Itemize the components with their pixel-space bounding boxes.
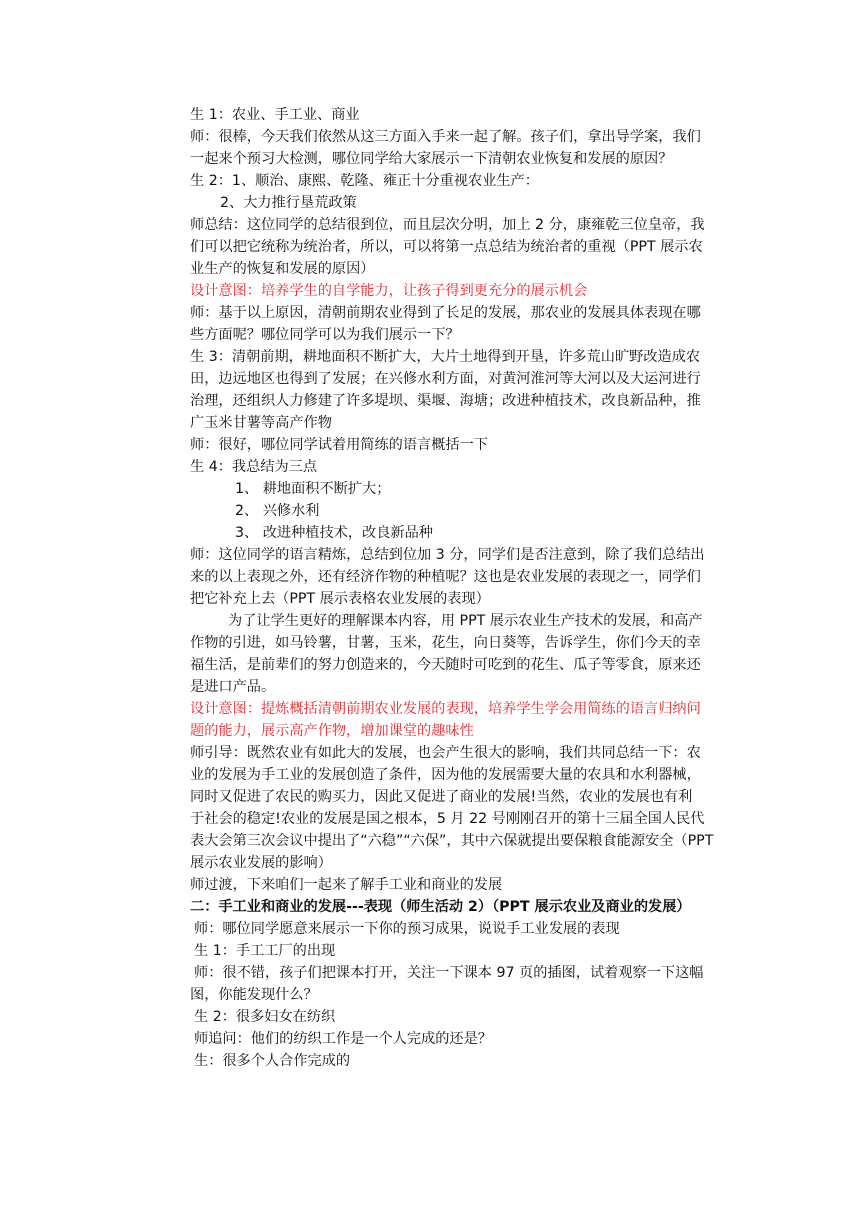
teacher-line: 把它补充上去（PPT 展示表格农业发展的表现） [190, 591, 490, 607]
student-answer: 生 2：很多妇女在纺织 [194, 1009, 336, 1025]
list-item: 1、 耕地面积不断扩大； [235, 481, 391, 497]
student-answer: 治理，还组织人力修建了许多堤坝、渠堰、海塘；改进种植技术，改良新品种，推 [190, 393, 701, 409]
teacher-guidance: 同时又促进了农民的购买力，因此又促进了商业的发展!当然，农业的发展也有利 [190, 789, 693, 805]
teacher-transition: 师过渡，下来咱们一起来了解手工业和商业的发展 [190, 877, 503, 893]
document-page [190, 104, 734, 1072]
student-answer: 生 1：手工工厂的出现 [194, 943, 336, 959]
teacher-guidance: 表大会第三次会议中提出了“六稳”“六保”，其中六保就提出要保粮食能源安全（PPT [190, 833, 714, 849]
teacher-guidance: 业的发展为手工业的发展创造了条件，因为他的发展需要大量的农具和水利器械， [190, 767, 701, 783]
teacher-line: 些方面呢？哪位同学可以为我们展示一下？ [190, 327, 460, 343]
design-intent: 设计意图：提炼概括清朝前期农业发展的表现，培养学生学会用简练的语言归纳问 [190, 701, 701, 717]
teacher-line: 师：这位同学的语言精炼，总结到位加 3 分，同学们是否注意到，除了我们总结出 [190, 547, 705, 563]
teacher-line: 来的以上表现之外，还有经济作物的种植呢？这也是农业发展的表现之一，同学们 [190, 569, 701, 585]
paragraph-line: 福生活，是前辈们的努力创造来的，今天随时可吃到的花生、瓜子等零食，原来还 [190, 657, 701, 673]
teacher-guidance: 展示农业发展的影响） [190, 855, 332, 871]
student-answer: 广玉米甘薯等高产作物 [190, 415, 332, 431]
teacher-question: 师追问：他们的纺织工作是一个人完成的还是？ [194, 1031, 492, 1047]
student-answer: 生 4：我总结为三点 [190, 459, 318, 475]
paragraph-line: 为了让学生更好的理解课本内容，用 PPT 展示农业生产技术的发展，和高产 [228, 613, 703, 629]
teacher-summary: 业生产的恢复和发展的原因） [190, 261, 375, 277]
teacher-line: 图，你能发现什么？ [190, 987, 318, 1003]
teacher-line: 师：很不错，孩子们把课本打开，关注一下课本 97 页的插图，试着观察一下这幅 [194, 965, 704, 981]
student-answer: 生 2：1、顺治、康熙、乾隆、雍正十分重视农业生产： [190, 173, 539, 189]
section-heading: 二：手工业和商业的发展---表现（师生活动 2）（PPT 展示农业及商业的发展） [190, 899, 691, 915]
teacher-guidance: 于社会的稳定!农业的发展是国之根本，5 月 22 号刚刚召开的第十三届全国人民代 [190, 811, 705, 827]
student-answer: 生 3：清朝前期，耕地面积不断扩大，大片土地得到开垦，许多荒山旷野改造成农 [190, 349, 701, 365]
paragraph-line: 作物的引进，如马铃薯，甘薯，玉米，花生，向日葵等，告诉学生，你们今天的幸 [190, 635, 701, 651]
student-answer: 生 1：农业、手工业、商业 [190, 107, 360, 123]
list-item: 3、 改进种植技术，改良新品种 [235, 525, 433, 541]
teacher-line: 师：很棒，今天我们依然从这三方面入手来一起了解。孩子们，拿出导学案，我们 [190, 129, 701, 145]
design-intent: 设计意图：培养学生的自学能力，让孩子得到更充分的展示机会 [190, 283, 588, 299]
list-item: 2、 兴修水利 [235, 503, 320, 519]
teacher-guidance: 师引导：既然农业有如此大的发展，也会产生很大的影响，我们共同总结一下：农 [190, 745, 701, 761]
student-answer-item: 2、大力推行垦荒政策 [220, 195, 357, 211]
teacher-line: 师：很好，哪位同学试着用简练的语言概括一下 [190, 437, 488, 453]
teacher-summary: 师总结：这位同学的总结很到位，而且层次分明，加上 2 分，康雍乾三位皇帝，我 [190, 217, 705, 233]
teacher-line: 一起来个预习大检测，哪位同学给大家展示一下清朝农业恢复和发展的原因？ [190, 151, 673, 167]
teacher-line: 师：基于以上原因，清朝前期农业得到了长足的发展，那农业的发展具体表现在哪 [190, 305, 701, 321]
design-intent: 题的能力，展示高产作物，增加课堂的趣味性 [190, 723, 474, 739]
paragraph-line: 是进口产品。 [190, 679, 276, 695]
teacher-summary: 们可以把它统称为统治者，所以，可以将第一点总结为统治者的重视（PPT 展示农 [190, 239, 703, 255]
teacher-line: 师：哪位同学愿意来展示一下你的预习成果，说说手工业发展的表现 [194, 921, 620, 937]
student-answer: 生：很多个人合作完成的 [194, 1053, 351, 1069]
student-answer: 田，边远地区也得到了发展；在兴修水利方面，对黄河淮河等大河以及大运河进行 [190, 371, 701, 387]
